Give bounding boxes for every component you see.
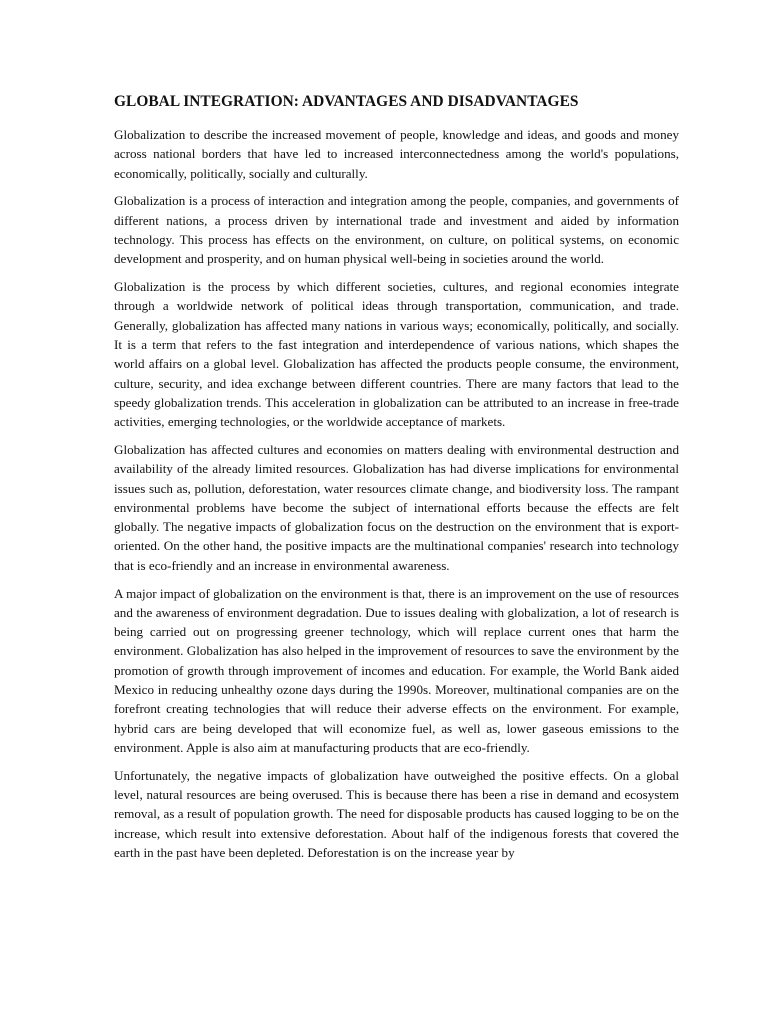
paragraph-3: Globalization is the process by which different societies, cultures, and regional economies integrate through a worldwide network of political ideas through transportation, communication, and trade. Generally, globalization has affected many nations in various ways; economically, politically, and socially. It is a term that refers to the fast integration and interdependence of various nations, which shapes the world affairs on a global level. Globalization has affected the products people consume, the environment, culture, security, and idea exchange between different countries. There are many factors that lead to the speedy globalization trends. This acceleration in globalization can be attributed to an increase in free-trade activities, emerging technologies, or the worldwide acceptance of markets. (114, 279, 679, 430)
paragraph-2: Globalization is a process of interaction and integration among the people, companies, and governments of different nations, a process driven by international trade and investment and aided by information technology. This process has effects on the environment, on culture, on political systems, on economic development and prosperity, and on human physical well-being in societies around the world. (114, 193, 679, 267)
document-title: GLOBAL INTEGRATION: ADVANTAGES AND DISADVANTAGES (114, 93, 579, 110)
paragraph-4: Globalization has affected cultures and economies on matters dealing with environmental destruction and availability of the already limited resources. Globalization has had diverse implications for environmental issues such as, pollution, deforestation, water resources climate change, and biodiversity loss. The rampant environmental problems have become the subject of international efforts because the effects are felt globally. The negative impacts of globalization focus on the destruction on the environment that is export-oriented. On the other hand, the positive impacts are the multinational companies' research into technology that is eco-friendly and an increase in environmental awareness. (114, 441, 679, 573)
paragraph-5: A major impact of globalization on the environment is that, there is an improvement on the use of resources and the awareness of environment degradation. Due to issues dealing with globalization, a lot of research is being carried out on progressing greener technology, which will replace current ones that harm the environment. Globalization has also helped in the improvement of resources to save the environment by the promotion of growth through improvement of incomes and education. For example, the World Bank aided Mexico in reducing unhealthy ozone days during the 1990s. Moreover, multinational companies are on the forefront creating technologies that will reduce their adverse effects on the environment. For example, hybrid cars are being developed that will economize fuel, as well as, lower gaseous emissions to the environment. Apple is also aim at manufacturing products that are eco-friendly. (114, 585, 679, 755)
paragraph-6: Unfortunately, the negative impacts of globalization have outweighed the positive effects. On a global level, natural resources are being overused. This is because there has been a rise in demand and ecosystem removal, as a result of population growth. The need for disposable products has caused logging to be on the increase, which result into extensive deforestation. About half of the indigenous forests that covered the earth in the past have been depleted. Deforestation is on the increase year by (114, 767, 679, 860)
document-page (114, 92, 679, 871)
paragraph-1: Globalization to describe the increased movement of people, knowledge and ideas, and goods and money across national borders that have led to increased interconnectedness among the world's populations, economically, politically, socially and culturally. (114, 127, 679, 181)
